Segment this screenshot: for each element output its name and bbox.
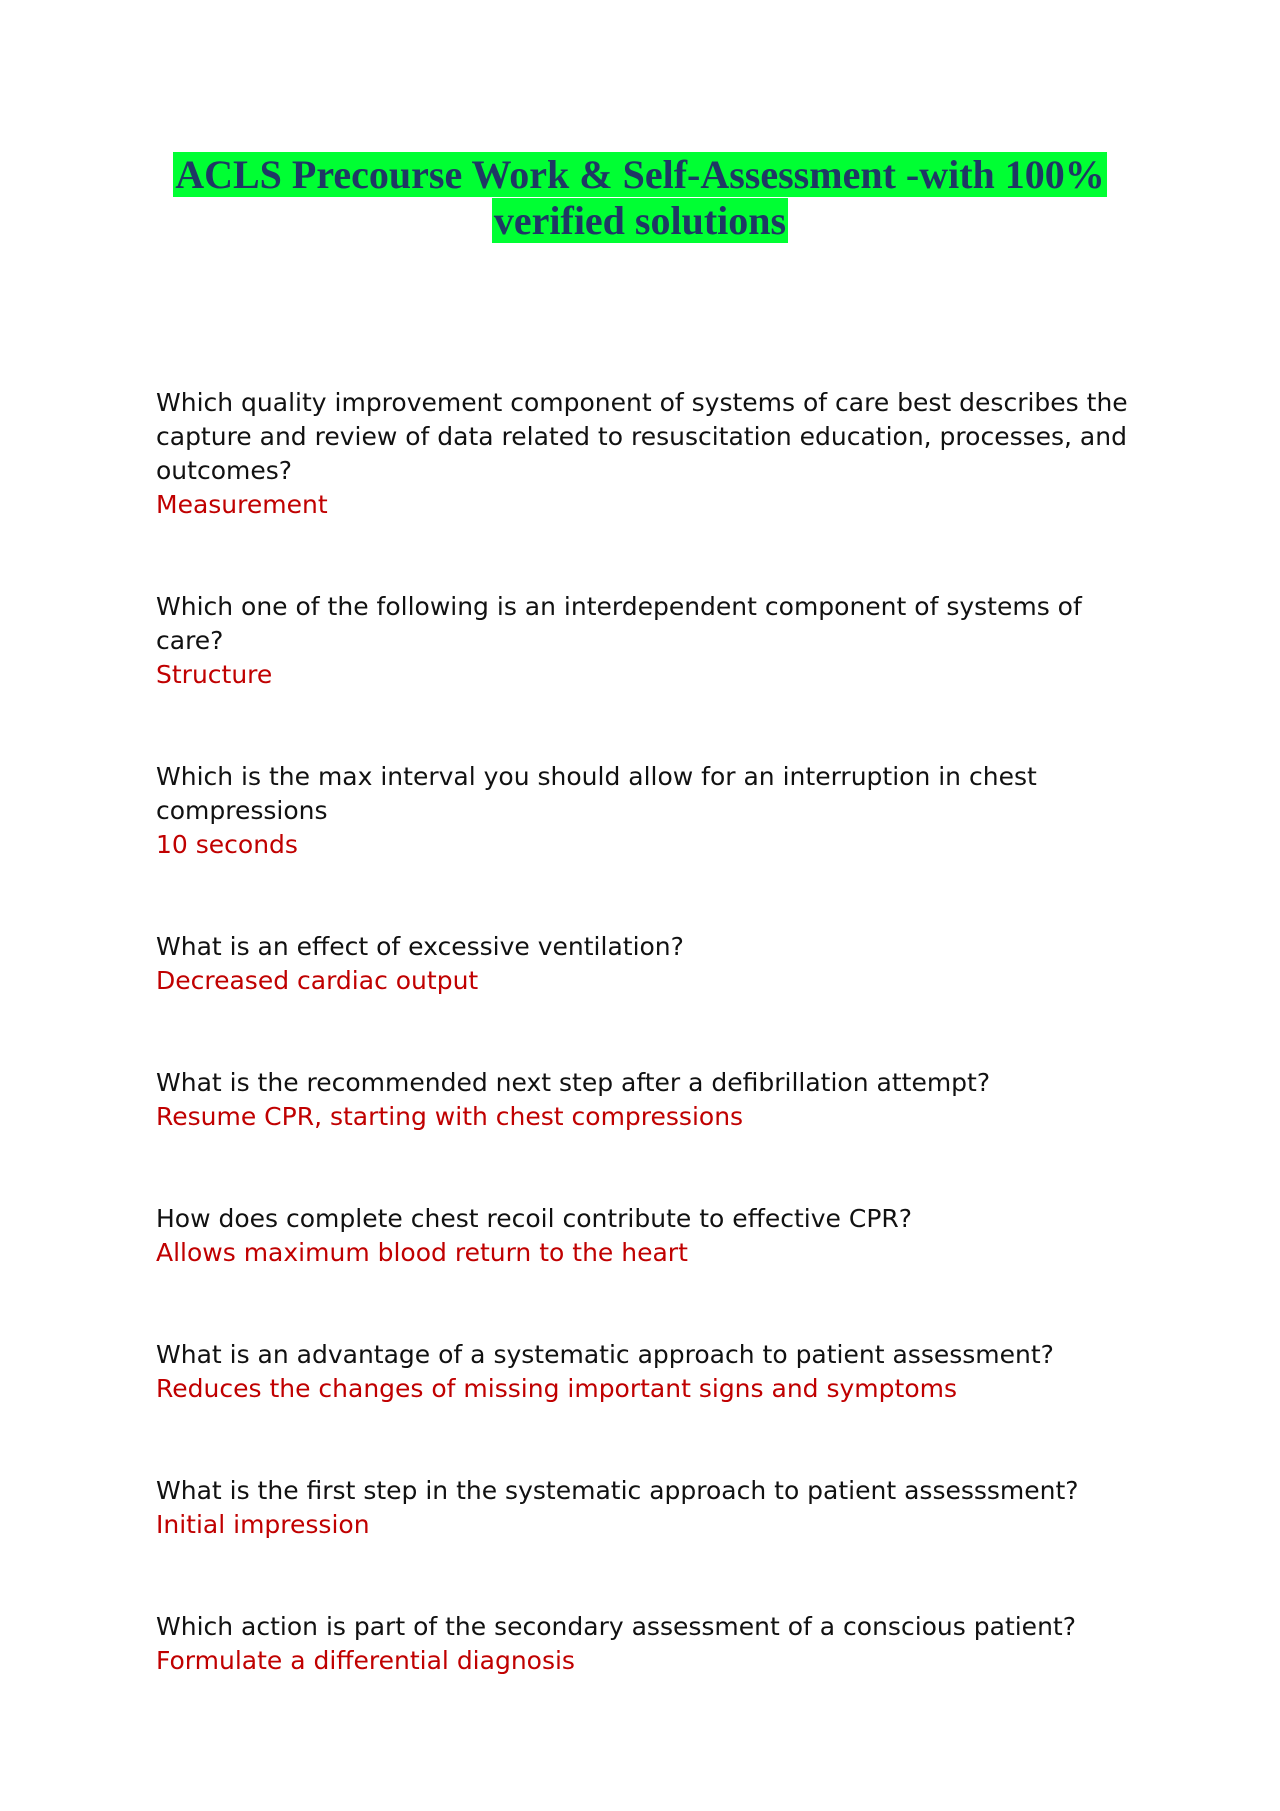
answer-text: Formulate a differential diagnosis (156, 1646, 575, 1675)
answer-text: 10 seconds (156, 830, 298, 859)
qa-item (156, 1338, 1156, 1406)
question-text: What is the first step in the systematic approach to patient assesssment? (156, 1476, 1079, 1505)
qa-item (156, 1202, 1156, 1270)
answer-text: Resume CPR, starting with chest compressions (156, 1102, 744, 1131)
question-text: Which is the max interval you should allow for an interruption in chest compressions (156, 762, 1037, 825)
qa-item (156, 590, 1156, 692)
answer-text: Initial impression (156, 1510, 370, 1539)
answer-text: Allows maximum blood return to the heart (156, 1238, 688, 1267)
answer-text: Reduces the changes of missing important signs and symptoms (156, 1374, 958, 1403)
question-text: What is an advantage of a systematic approach to patient assessment? (156, 1340, 1054, 1369)
qa-item (156, 1610, 1156, 1678)
qa-item (156, 930, 1156, 998)
question-text: Which one of the following is an interdependent component of systems of care? (156, 592, 1082, 655)
title-line-1: ACLS Precourse Work & Self-Assessment -with 100% (175, 152, 1105, 197)
qa-item (156, 760, 1156, 862)
qa-item (156, 1066, 1156, 1134)
page-title (140, 152, 1140, 244)
answer-text: Decreased cardiac output (156, 966, 479, 995)
question-text: What is an effect of excessive ventilation? (156, 932, 684, 961)
qa-list (156, 386, 1156, 1746)
question-text: Which action is part of the secondary assessment of a conscious patient? (156, 1612, 1076, 1641)
title-line-2: verified solutions (493, 198, 787, 243)
question-text: How does complete chest recoil contribute to effective CPR? (156, 1204, 913, 1233)
answer-text: Structure (156, 660, 273, 689)
question-text: Which quality improvement component of systems of care best describes the capture and review of data related to resuscitation education, processes, and outcomes? (156, 388, 1128, 485)
question-text: What is the recommended next step after a defibrillation attempt? (156, 1068, 991, 1097)
qa-item (156, 1474, 1156, 1542)
answer-text: Measurement (156, 490, 328, 519)
qa-item (156, 386, 1156, 522)
